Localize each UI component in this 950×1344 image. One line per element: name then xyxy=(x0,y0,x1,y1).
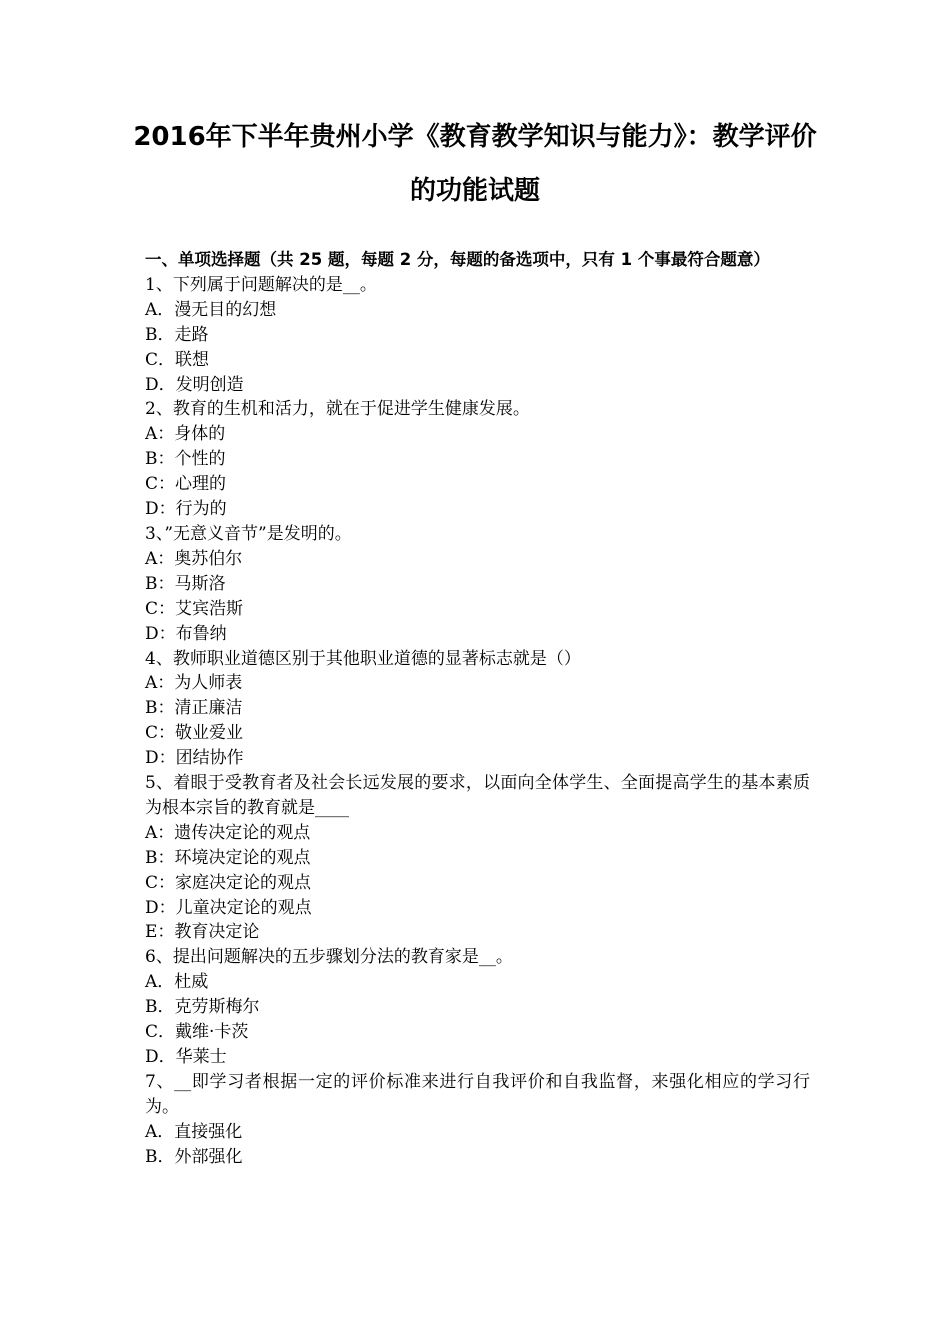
document-body xyxy=(145,248,810,1170)
option: A：遗传决定论的观点 xyxy=(145,822,311,843)
question-1 xyxy=(145,273,810,398)
question-stem: 2、教育的生机和活力，就在于促进学生健康发展。 xyxy=(145,399,530,420)
question-stem: 1、下列属于问题解决的是__。 xyxy=(145,274,377,295)
title-line-1: 2016年下半年贵州小学《教育教学知识与能力》：教学评价 xyxy=(133,122,817,152)
question-stem: 4、教师职业道德区别于其他职业道德的显著标志就是（） xyxy=(145,648,581,669)
option: C．戴维·卡茨 xyxy=(145,1022,249,1043)
option: A．杜威 xyxy=(145,972,209,993)
question-2 xyxy=(145,397,810,522)
question-7 xyxy=(145,1070,810,1170)
option: D．华莱士 xyxy=(145,1047,227,1067)
option: B．外部强化 xyxy=(145,1146,243,1167)
option: D：行为的 xyxy=(145,499,227,520)
document-title xyxy=(120,110,830,218)
question-5 xyxy=(145,771,810,945)
option: C：心理的 xyxy=(145,474,227,495)
option: D：布鲁纳 xyxy=(145,623,227,644)
question-stem: 3、”无意义音节”是发明的。 xyxy=(145,523,352,544)
question-stem: 5、着眼于受教育者及社会长远发展的要求，以面向全体学生、全面提高学生的基本素质为根本宗旨的教育就是____ xyxy=(145,773,810,818)
question-4 xyxy=(145,647,810,772)
question-3 xyxy=(145,522,810,647)
question-6 xyxy=(145,945,810,1070)
option: C：艾宾浩斯 xyxy=(145,598,244,619)
option: A：为人师表 xyxy=(145,673,243,694)
option: A：奥苏伯尔 xyxy=(145,548,243,569)
question-stem: 7、__即学习者根据一定的评价标准来进行自我评价和自我监督，来强化相应的学习行为。 xyxy=(145,1071,810,1117)
option: C：家庭决定论的观点 xyxy=(145,872,312,893)
option: B：马斯洛 xyxy=(145,573,226,594)
option: C．联想 xyxy=(145,349,210,370)
option: B：个性的 xyxy=(145,449,226,470)
option: D．发明创造 xyxy=(145,374,244,395)
option: A：身体的 xyxy=(145,424,226,445)
option: B：环境决定论的观点 xyxy=(145,847,311,868)
option: A．漫无目的幻想 xyxy=(145,299,277,320)
option: B．克劳斯梅尔 xyxy=(145,997,260,1018)
option: C：敬业爱业 xyxy=(145,723,244,744)
option: B．走路 xyxy=(145,324,209,345)
option: E：教育决定论 xyxy=(145,922,260,943)
question-stem: 6、提出问题解决的五步骤划分法的教育家是__。 xyxy=(145,947,513,968)
title-line-2: 的功能试题 xyxy=(409,176,540,206)
option: D：团结协作 xyxy=(145,748,244,769)
section-heading: 一、单项选择题（共 25 题，每题 2 分，每题的备选项中，只有 1 个事最符合题意） xyxy=(145,250,770,269)
option: B：清正廉洁 xyxy=(145,698,243,719)
option: A．直接强化 xyxy=(145,1121,243,1142)
option: D：儿童决定论的观点 xyxy=(145,897,312,918)
